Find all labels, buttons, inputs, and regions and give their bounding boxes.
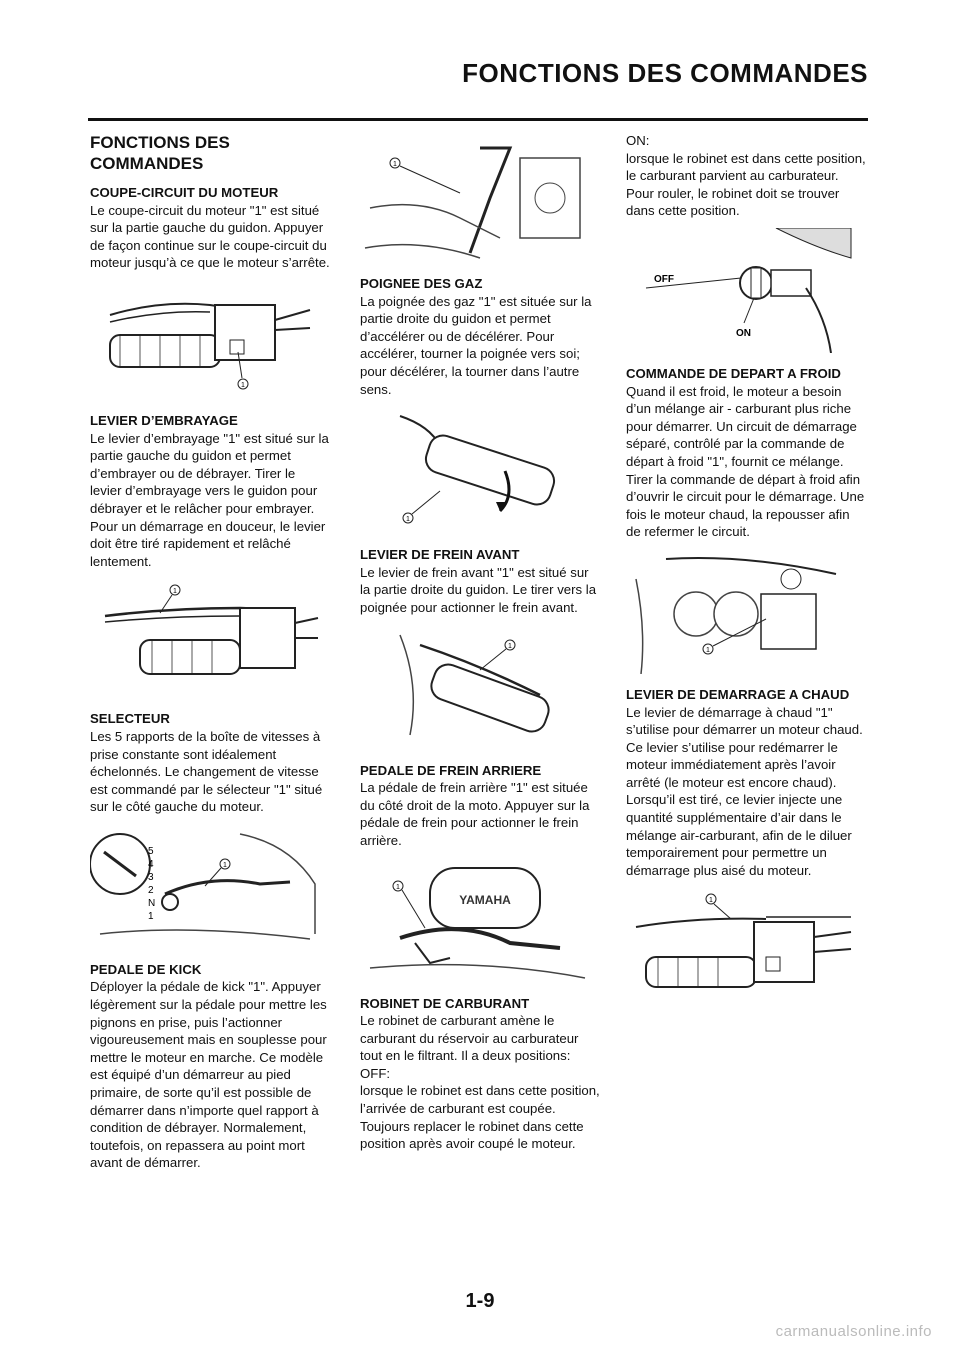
- fuel-cock-heading: ROBINET DE CARBURANT: [360, 995, 530, 1011]
- on-label: ON:: [626, 133, 650, 148]
- column-1: [90, 132, 330, 1172]
- title-rule: [88, 118, 868, 121]
- gear-label: 1: [148, 910, 154, 922]
- shift-pedal-figure: [90, 824, 320, 949]
- throttle-heading: POIGNEE DES GAZ: [360, 276, 483, 291]
- yamaha-logo: YAMAHA: [459, 892, 511, 907]
- front-brake-text: Le levier de frein avant "1" est situé sur la partie droite du guidon. Le tirer vers la poignée pour actionner le frein avant.: [360, 564, 597, 615]
- gear-label: 5: [148, 845, 154, 857]
- shift-pedal-text: Les 5 rapports de la boîte de vitesses à prise constante sont idéalement échelonnés. Le changement de vitesse est commandé par le sélecteur "1" situé sur le côté gauche du moteur.: [90, 728, 323, 815]
- clutch-lever-text: Le levier d’embrayage "1" est situé sur la partie gauche du guidon et permet d’embrayer ou de débrayer. Tirer le levier d’embrayage vers le guidon pour débrayer et le relâcher pour embrayer. Pour un démarrage en douceur, le levier doit être tiré rapidement et relâché lentement.: [90, 430, 329, 569]
- callout-1: 1: [706, 646, 710, 654]
- fuel-on-label: ON: [736, 327, 751, 339]
- callout-1: 1: [173, 588, 177, 596]
- throttle-figure: [360, 138, 590, 263]
- page-title: FONCTIONS DES COMMANDES: [462, 58, 868, 88]
- rear-brake-heading: PEDALE DE FREIN ARRIERE: [360, 762, 542, 778]
- kill-switch-text: Le coupe-circuit du moteur "1" est situé sur la partie gauche du guidon. Appuyer de façon continue sur le coupe-circuit du moteur jusqu’à ce que le moteur s’arrête.: [90, 202, 330, 271]
- gear-label: 3: [148, 871, 154, 883]
- hot-start-heading: LEVIER DE DEMARRAGE A CHAUD: [626, 686, 850, 702]
- rear-brake-text: La pédale de frein arrière "1" est située du côté droit de la moto. Appuyer sur la pédale de frein pour actionner le frein arrière.: [360, 780, 590, 848]
- throttle-grip-figure: [360, 406, 590, 534]
- kick-pedal-heading: PEDALE DE KICK: [90, 961, 202, 977]
- page-number: 1-9: [465, 1290, 495, 1312]
- hot-start-text: Le levier de démarrage à chaud "1" s’utilise pour démarrer un moteur chaud. Ce levier s’utilise pour redémarrer le moteur immédiatement après l’avoir arrêté (le moteur est encore chaud). Lorsqu’il est tiré, ce levier injecte une quantité supplémentaire d’air dans le mélange air-carburant, afin de le diluer temporairement pour permettre un démarrage plus aisé du moteur.: [626, 704, 863, 878]
- callout-1: 1: [396, 883, 400, 891]
- callout-1: 1: [223, 861, 227, 869]
- gear-label: 4: [148, 858, 154, 870]
- front-brake-figure: [360, 625, 590, 750]
- watermark: carmanualsonline.info: [775, 1323, 932, 1340]
- callout-1: 1: [406, 516, 410, 524]
- section-title: FONCTIONS DES COMMANDES: [90, 133, 230, 173]
- choke-text: Quand il est froid, le moteur a besoin d’un mélange air - carburant plus riche pour démarrer. Un circuit de démarrage séparé, contrôlé par la commande de départ à froid "1", fournit ce mélange. Tirer la commande de départ à froid afin d’ouvrir le circuit pour le démarrage. Une fois le moteur chaud, la repousser afin de refermer le circuit.: [626, 383, 865, 540]
- callout-1: 1: [241, 381, 245, 389]
- on-text: lorsque le robinet est dans cette position, le carburant parvient au carburateur. Pour rouler, le robinet doit se trouver dans cette position.: [626, 150, 866, 219]
- callout-1: 1: [709, 897, 713, 905]
- off-text: lorsque le robinet est dans cette position, l’arrivée de carburant est coupée. Toujours replacer le robinet dans cette position après avoir coupé le moteur.: [360, 1083, 600, 1152]
- callout-1: 1: [393, 161, 397, 168]
- choke-heading: COMMANDE DE DEPART A FROID: [626, 365, 841, 381]
- rear-brake-figure: [360, 858, 590, 983]
- callout-1: 1: [508, 642, 512, 650]
- gear-label: N: [148, 897, 156, 909]
- front-brake-heading: LEVIER DE FREIN AVANT: [360, 547, 520, 563]
- kill-switch-figure: [90, 280, 320, 400]
- choke-figure: [626, 549, 856, 674]
- fuel-cock-figure: [626, 228, 856, 353]
- fuel-off-label: OFF: [654, 273, 674, 285]
- clutch-lever-heading: LEVIER D’EMBRAYAGE: [90, 412, 238, 428]
- gear-label: 2: [148, 884, 154, 896]
- kick-pedal-text: Déployer la pédale de kick "1". Appuyer légèrement sur la pédale pour mettre les pignons en prise, puis l’actionner vigoureusement mais en souplesse pour mettre le moteur en marche. Ce modèle est équipé d’un démarreur au pied primaire, de sorte qu’il est possible de démarrer dans n’importe quel rapport à condition de débrayer. Normalement, toutefois, on repassera au point mort avant de démarrer.: [90, 979, 327, 1171]
- column-3: [626, 132, 866, 1017]
- shift-pedal-heading: SELECTEUR: [90, 711, 170, 727]
- clutch-lever-figure: [90, 578, 320, 698]
- fuel-cock-text: Le robinet de carburant amène le carburant du réservoir au carburateur tout en le filtrant. Il a deux positions:: [360, 1013, 579, 1064]
- column-2: [360, 138, 600, 1153]
- off-label: OFF:: [360, 1065, 391, 1081]
- throttle-text: La poignée des gaz "1" est située sur la partie droite du guidon et permet d’accélérer ou de décélérer. Pour accélérer, tourner la poignée vers soi; pour décélérer, la tourner dans l’autre sens.: [360, 293, 592, 397]
- kill-switch-heading: COUPE-CIRCUIT DU MOTEUR: [90, 185, 279, 200]
- hot-start-figure: [626, 887, 856, 1005]
